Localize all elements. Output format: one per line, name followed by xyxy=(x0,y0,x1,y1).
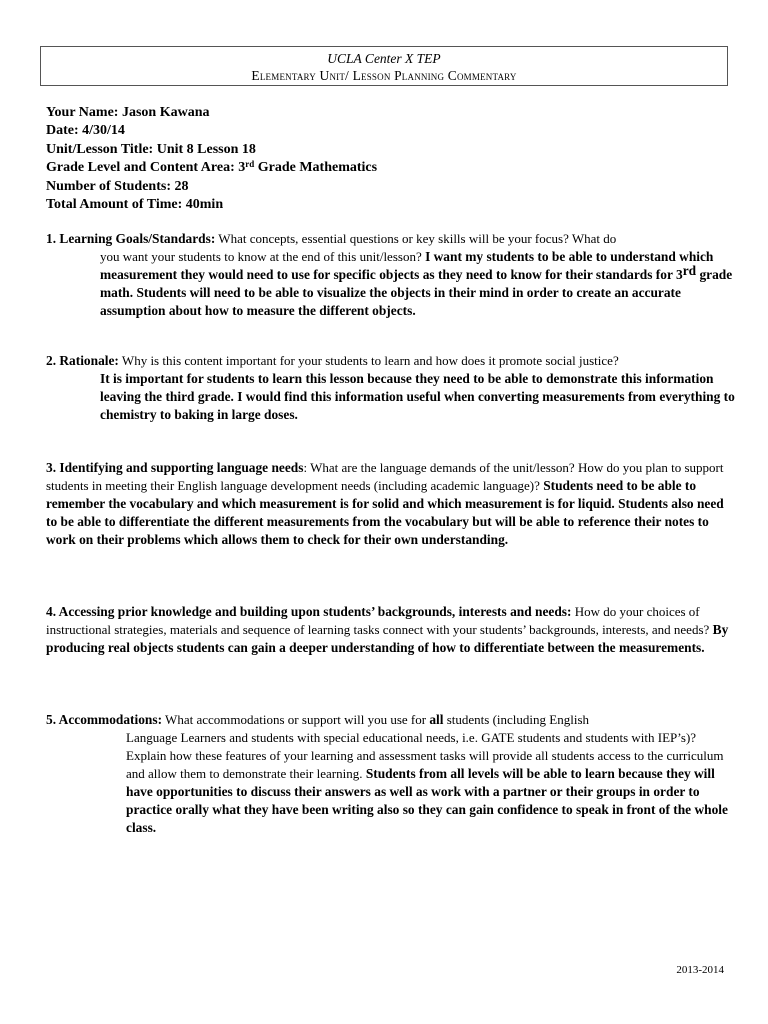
section-1-prompt-a: What concepts, essential questions or key skills will be your focus? What do xyxy=(215,231,617,246)
section-4-prompt: How do your choices of instructional strategies, materials and sequence of learning tasks connect with your students’ backgrounds, interests, and needs? xyxy=(46,604,710,637)
header-box xyxy=(40,46,728,86)
section-5-heading: 5. Accommodations: xyxy=(46,712,163,727)
info-grade-sup: rd xyxy=(245,159,255,170)
info-grade-suffix: Grade Mathematics xyxy=(254,160,378,176)
section-5-body xyxy=(46,729,736,837)
section-5-first-line xyxy=(46,711,736,729)
header-title: UCLA Center X TEP xyxy=(327,51,441,66)
info-time: Total Amount of Time: 40min xyxy=(46,197,224,213)
section-2-prompt: Why is this content important for your students to learn and how does it promote social justice? xyxy=(118,353,619,368)
section-2-answer: It is important for students to learn this lesson because they need to be able to demonstrate this information leaving the third grade. I would find this information useful when converting measurements from everything to chemistry to baking in large doses. xyxy=(100,371,735,422)
section-3-answer: Students need to be able to remember the vocabulary and which measurement is for solid and which measurement is for liquid. Students also need to be able to differentiate the different measurements from the vocabulary but will be able to reference their notes to work on their problems which allows them to check for their own understanding. xyxy=(46,478,724,547)
section-language-needs xyxy=(46,459,732,549)
info-grade-prefix: Grade Level and Content Area: 3 xyxy=(46,160,246,176)
section-1-heading: 1. Learning Goals/Standards: xyxy=(46,231,216,246)
section-1-answer-a: I want my students to be able to understand which measurement they would need to use for specific objects as they need to know for their standards for 3 xyxy=(100,249,714,282)
section-1-answer-sup: rd xyxy=(682,263,697,278)
section-1-first-line xyxy=(46,230,736,248)
header-subtitle: Elementary Unit/ Lesson Planning Commentary xyxy=(251,68,517,83)
section-prior-knowledge xyxy=(46,603,732,657)
section-3-prompt: : What are the language demands of the unit/lesson? How do you plan to support students in meeting their English language development needs (including academic language)? xyxy=(46,460,724,493)
section-1-answer-b: grade math. Students will need to be able to visualize the objects in their mind in order to create an accurate assumption about how to measure the different objects. xyxy=(100,267,733,318)
section-learning-goals xyxy=(46,230,736,320)
section-2-first-line xyxy=(46,352,736,370)
section-5-prompt-a: What accommodations or support will you use for xyxy=(162,712,430,727)
info-name: Your Name: Jason Kawana xyxy=(46,105,210,120)
section-rationale xyxy=(46,352,736,424)
section-1-prompt-b: you want your students to know at the end of this unit/lesson? xyxy=(100,249,422,264)
section-2-heading: 2. Rationale: xyxy=(46,353,119,368)
section-3-heading: 3. Identifying and supporting language needs xyxy=(46,460,304,475)
info-grade xyxy=(46,159,377,177)
section-5-prompt-c: Language Learners and students with special educational needs, i.e. GATE students and students with IEP’s)? Explain how these features of your learning and assessment tasks will provide all students access to the curriculum and allow them to demonstrate their learning. xyxy=(126,730,724,781)
info-title: Unit/Lesson Title: Unit 8 Lesson 18 xyxy=(46,141,256,157)
info-block xyxy=(46,104,377,214)
section-1-body xyxy=(46,248,736,320)
section-5-prompt-all: all xyxy=(429,712,444,727)
section-4-answer: By producing real objects students can gain a deeper understanding of how to differentiate between the measurements. xyxy=(46,622,729,655)
info-date: Date: 4/30/14 xyxy=(46,123,125,139)
section-accommodations xyxy=(46,711,736,837)
section-4-heading: 4. Accessing prior knowledge and building upon students’ backgrounds, interests and needs: xyxy=(46,604,572,619)
info-students: Number of Students: 28 xyxy=(46,178,189,194)
footer-year: 2013-2014 xyxy=(676,964,724,976)
section-5-answer: Students from all levels will be able to learn because they will have opportunities to discuss their answers as well as work with a partner or their groups in order to practice orally what they have been writing also so they can gain confidence to speak in front of the whole class. xyxy=(126,766,728,835)
section-5-prompt-b: students (including English xyxy=(443,712,590,727)
